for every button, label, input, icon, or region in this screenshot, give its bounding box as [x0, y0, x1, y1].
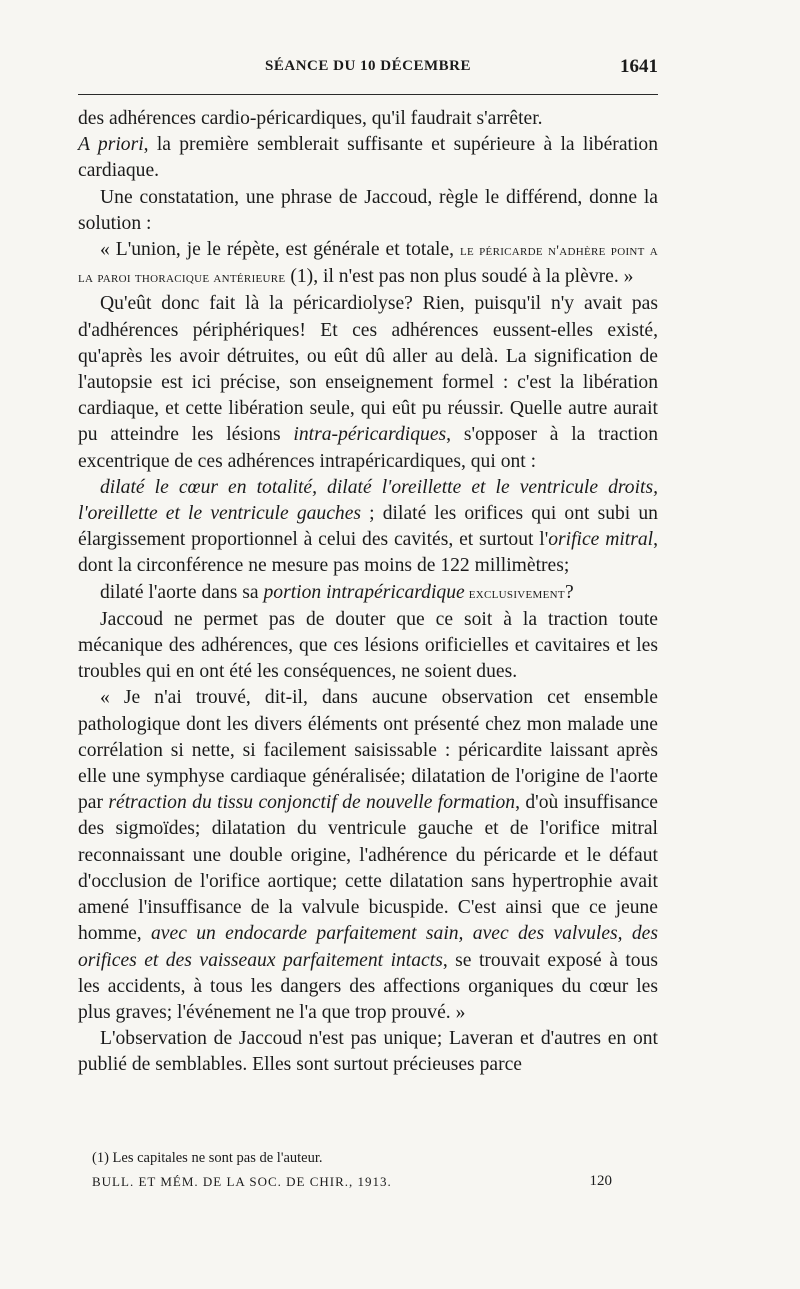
- italic-a-priori: A priori: [78, 134, 144, 156]
- small-caps-text: le péricarde n'adhère point a la paroi thoracique antérieure: [78, 243, 659, 287]
- paragraph-3: Une constatation, une phrase de Jaccoud, règle le différend, donne la solution :: [78, 186, 658, 234]
- paragraph-10: L'observation de Jaccoud n'est pas unique; Laveran et d'autres en ont publié de semblables. Elles sont surtout précieuses parce: [78, 1028, 658, 1076]
- page-number: 1641: [620, 56, 658, 77]
- footnote: (1) Les capitales ne sont pas de l'auteur.: [92, 1150, 323, 1166]
- paragraph-8: Jaccoud ne permet pas de douter que ce soit à la traction toute mécanique des adhérences, que ces lésions orificielles et cavitaires et les troubles qui en ont été les conséquences, ne soient dues.: [78, 608, 658, 683]
- paragraph-5: Qu'eût donc fait là la péricardiolyse? Rien, puisqu'il n'y avait pas d'adhérences périphériques! Et ces adhérences eussent-elles existé, qu'après les avoir détruites, ou eût dû aller au delà. La signification de l'autopsie est ici précise, son enseignement formel : c'est la libération cardiaque, et cette libération seule, qui eût pu réussir. Quelle autre aurait pu atteindre les lésions intra-péricardiques, s'opposer à la traction excentrique de ces adhérences intrapéricardiques, qui ont :: [78, 293, 658, 472]
- paragraph-7: dilaté l'aorte dans sa portion intrapéricardique exclusivement?: [100, 581, 574, 603]
- paragraph-9-quote: « Je n'ai trouvé, dit-il, dans aucune observation cet ensemble pathologique dont les divers éléments ont présenté chez mon malade une corrélation si nette, si facilement saisissable : péricardite laissant après elle une symphyse cardiaque généralisée; dilatation de l'origine de l'aorte par rétraction du tissu conjonctif de nouvelle formation, d'où insuffisance des sigmoïdes; dilatation du ventricule gauche et de l'orifice mitral reconnaissant une double origine, l'adhérence du péricarde et le défaut d'occlusion de l'orifice aortique; cette dilatation sans hypertrophie avait amené l'insuffisance de la valvule bicuspide. C'est ainsi que ce jeune homme, avec un endocarde parfaitement sain, avec des valvules, des orifices et des vaisseaux parfaitement intacts, se trouvait exposé à tous les accidents, à tous les dangers des affections organiques du cœur les plus graves; l'événement ne l'a que trop prouvé. »: [78, 687, 659, 1023]
- footer-signature: 120: [589, 1173, 612, 1189]
- paragraph-1: des adhérences cardio-péricardiques, qu'il faudrait s'arrêter.: [78, 108, 543, 129]
- running-title: SÉANCE DU 10 DÉCEMBRE: [265, 58, 471, 74]
- paragraph-4-quote: « L'union, je le répète, est générale et totale, le péricarde n'adhère point a la paroi thoracique antérieure (1), il n'est pas non plus soudé à la plèvre. »: [78, 239, 659, 288]
- paragraph-6: dilaté le cœur en totalité, dilaté l'oreillette et le ventricule droits, l'oreillette et le ventricule gauches ; dilaté les orifices qui ont subi un élargissement proportionnel à celui des cavités, et surtout l'orifice mitral, dont la circonférence ne mesure pas moins de 122 millimètres;: [78, 476, 658, 577]
- footer-source: BULL. ET MÉM. DE LA SOC. DE CHIR., 1913.: [92, 1174, 392, 1189]
- body-text: [78, 106, 658, 1079]
- header-rule: [78, 94, 658, 95]
- paragraph-2: A priori, la première semblerait suffisante et supérieure à la libération cardiaque.: [78, 134, 658, 182]
- page-header: [78, 58, 658, 88]
